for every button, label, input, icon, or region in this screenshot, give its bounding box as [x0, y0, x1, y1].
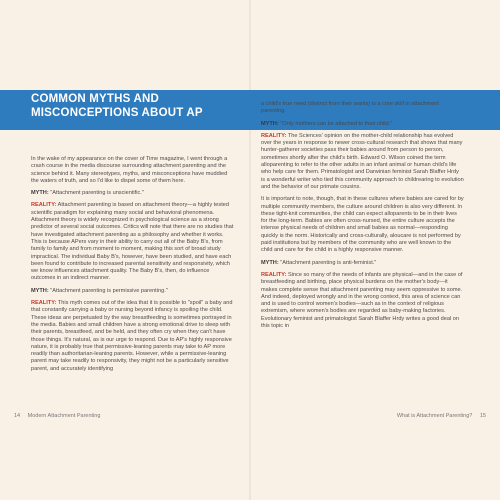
reality-text: The Sciences' opinion on the mother-child relationship has evolved over the years in response to newer cross-cultural research that shows that many hunter-gatherer societies pass their babies around from person to person, sometimes shortly after the child's birth. Edward O. Wilson coined the term alloparenting to refer to the other adults in an infant animal or human child's life who help care for them. Primatologist and Darwinian feminist Sarah Blaffer Hrdy is a wonderful writer who tied this community approach to childrearing to evolution and the behavior of our primate cousins. [261, 132, 464, 190]
section-title-line2: MISCONCEPTIONS ABOUT AP [31, 106, 203, 119]
myth-text: "Attachment parenting is permissive parenting." [50, 287, 168, 294]
myth-2 [31, 288, 234, 295]
right-page-text [261, 101, 464, 335]
page-gutter [249, 0, 251, 500]
myth-1 [31, 190, 234, 197]
reality-2 [31, 300, 234, 373]
myth-3 [261, 121, 464, 128]
page-number: 15 [479, 413, 486, 419]
reality-label: REALITY: [261, 132, 287, 139]
right-page-footer [391, 413, 486, 419]
reality-text: Since so many of the needs of infants are physical—and in the case of breastfeeding and birthing, place physical burdens on the mother's body—it makes complete sense that attachment parenting may seem oppressive to some. And indeed, deployed wrongly and in the wrong context, this area of science can and is used to control women's bodies—such as in the context of religious extremism, where women's bodies are regarded as baby-making factories. Evolutionary feminist and primatologist Sarah Blaffer Hrdy writes a good deal on this topic in [261, 271, 463, 330]
page-number: 14 [14, 413, 21, 419]
section-title [31, 93, 241, 120]
intro-paragraph: In the wake of my appearance on the cover of Time magazine, I went through a crash course in the media discourse surrounding attachment parenting and the science behind it. Many stereotypes, myths, and misconceptions have muddied the waters of truth, and so I'd like to dispel some of them here. [31, 156, 228, 184]
myth-4 [261, 260, 464, 267]
reality-label: REALITY: [31, 300, 57, 307]
continued-paragraph: a child's true need (distinct from their wants) is a core skill in attachment parenting. [261, 101, 439, 115]
myth-text: "Only mothers can be attached to their child." [280, 120, 393, 127]
reality-4 [261, 272, 464, 330]
body-paragraph: It is important to note, though, that in these cultures where babies are cared for by multiple community members, the culture around children is also very different. In these tight-knit communities, the child can expect alloparents to be in their lives for the long-term. Babies are often cross-nursed, the entire culture accepts the intense physical needs of children and small babies as normal—responding quickly is the norm. Historically and cross-culturally, aloucare is not performed by paid institutions but by members of the community who are well known to the child and care for the child in a highly responsive manner. [261, 196, 464, 254]
myth-label: MYTH: [261, 259, 279, 266]
left-page-footer [14, 413, 106, 419]
section-title-line1: COMMON MYTHS AND [31, 93, 159, 105]
myth-text: "Attachment parenting is anti-feminist." [280, 259, 377, 266]
myth-label: MYTH: [31, 287, 49, 294]
reality-3 [261, 133, 464, 191]
left-page-text [31, 156, 234, 378]
running-head: What is Attachment Parenting? [396, 413, 473, 419]
reality-label: REALITY: [31, 202, 57, 209]
myth-label: MYTH: [261, 120, 279, 127]
myth-label: MYTH: [31, 190, 49, 197]
reality-text: Attachment parenting is based on attachment theory—a highly tested scientific paradigm for explaining many social and behavioral phenomena. Attachment theory is widely recognized in psychological science as a strong predictor of several social outcomes. Critics will note that there are no studies that have investigated attachment parenting as a philosophy and whether it works. This is because APers vary in their ability to carry out all of the Baby B's, from family to family and from moment to moment, making this sort of broad study impractical. The individual Baby B's, however, have been studied, and have each been found to contribute to increased parental sensitivity and responsivity, which we know influences attachment quality. The Baby B's, then, do influence outcomes in an indirect manner. [31, 202, 234, 282]
reality-1 [31, 202, 234, 282]
reality-text: This myth comes out of the idea that it is possible to "spoil" a baby and that constantly carrying a baby or nursing beyond infancy is spoiling the child. These ideas are perpetuated by the way breastfeeding is sometimes portrayed in the media. Babies and small children have a strong emotional drive to sleep with their parents, breastfeed, and be held, and they often cry when they can't have those things. It's natural, as is our urge to respond. Due to AP's highly responsive nature, it is probably true that permissive-leaning parents may take to AP more readily than authoritarian-leaning parents. However, while a permissive-leaning parent may take readily to responsivity, they might not be a particularly sensitive parent, and accurately identifying [31, 300, 233, 372]
running-head: Modern Attachment Parenting [27, 413, 101, 419]
reality-label: REALITY: [261, 271, 287, 278]
myth-text: "Attachment parenting is unscientific." [50, 190, 144, 197]
